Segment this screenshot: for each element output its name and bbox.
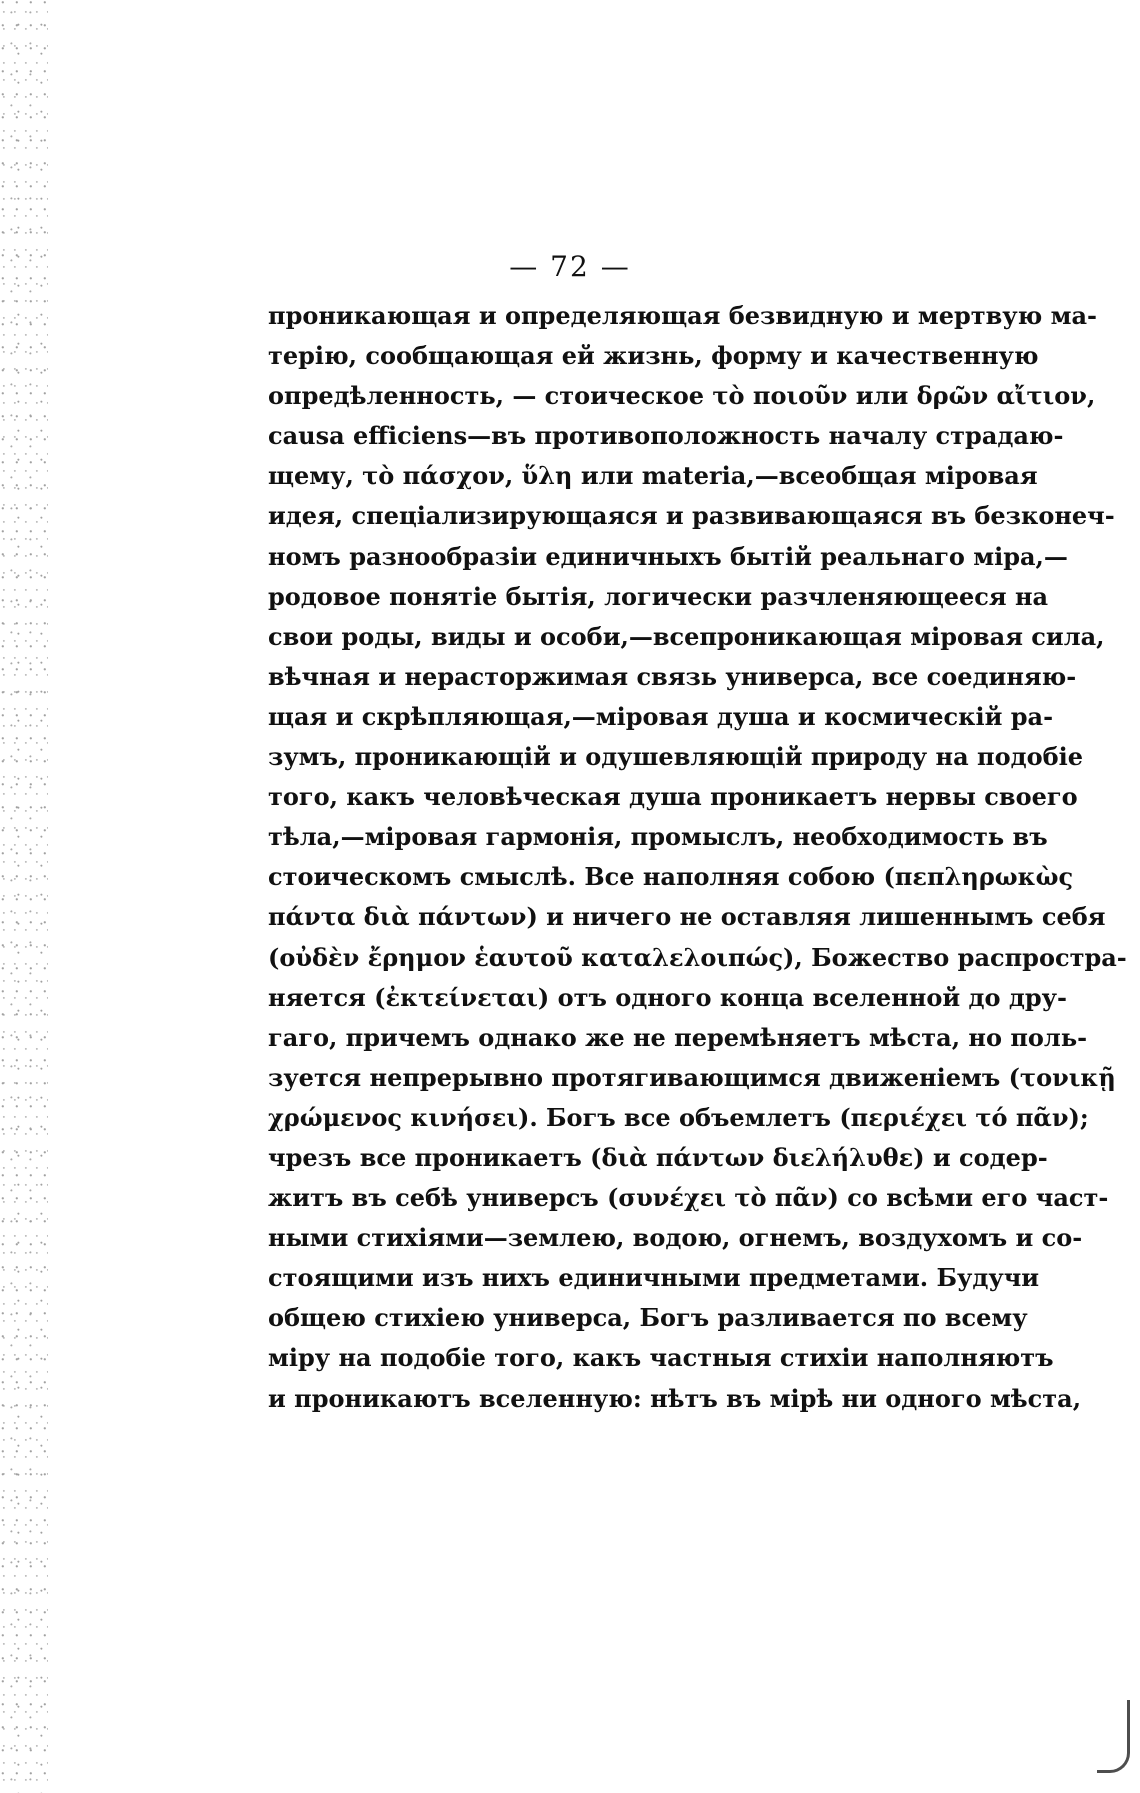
text-line: номъ разнообразіи единичныхъ бытій реальнаго міра,— bbox=[268, 541, 1068, 571]
text-line: causa efficiens—въ противоположность началу страдаю- bbox=[268, 421, 1064, 451]
text-line: πάντα διὰ πάντων) и ничего не оставляя лишеннымъ себя bbox=[268, 902, 1106, 932]
text-line: тѣла,—міровая гармонія, промыслъ, необходимость въ bbox=[268, 822, 1048, 852]
text-line: терію, сообщающая ей жизнь, форму и качественную bbox=[268, 341, 1039, 371]
text-line: (οὐδὲν ἔρημον ἑαυτοῦ καταλελοιπώς), Божество распростра- bbox=[268, 942, 1127, 972]
page-corner-mark bbox=[1097, 1700, 1130, 1773]
text-line: свои роды, виды и особи,—всепроникающая міровая сила, bbox=[268, 621, 1105, 651]
text-line: стоящими изъ нихъ единичными предметами. Будучи bbox=[268, 1263, 1040, 1293]
text-line: вѣчная и нерасторжимая связь универса, все соединяю- bbox=[268, 661, 1077, 691]
text-line: няется (ἐκτείνεται) отъ одного конца вселенной до дру- bbox=[268, 982, 1067, 1012]
text-line: и проникаютъ вселенную: нѣтъ въ мірѣ ни одного мѣста, bbox=[268, 1383, 1082, 1413]
text-line: общею стихіею универса, Богъ разливается по всему bbox=[268, 1303, 1028, 1333]
text-line: опредѣленность, — стоическое τὸ ποιοῦν или δρῶν αἴτιον, bbox=[268, 381, 1096, 411]
page-number: — 72 — bbox=[509, 250, 631, 283]
text-line: міру на подобіе того, какъ частныя стихіи наполняютъ bbox=[268, 1343, 1054, 1373]
text-line: χρώμενος κινήσει). Богъ все объемлетъ (περιέχει τό πᾶν); bbox=[268, 1102, 1089, 1132]
text-line: зуется непрерывно протягивающимся движеніемъ (τονικῇ bbox=[268, 1062, 1116, 1092]
text-line: щему, τὸ πάσχον, ὕλη или materia,—всеобщая міровая bbox=[268, 461, 1038, 491]
text-line: идея, спеціализирующаяся и развивающаяся въ безконеч- bbox=[268, 501, 1115, 531]
text-line: стоическомъ смыслѣ. Все наполняя собою (πεπληρωκὼς bbox=[268, 862, 1074, 892]
text-line: щая и скрѣпляющая,—міровая душа и космическій ра- bbox=[268, 701, 1054, 731]
text-line: родовое понятіе бытія, логически разчленяющееся на bbox=[268, 581, 1049, 611]
text-line: проникающая и определяющая безвидную и мертвую ма- bbox=[268, 301, 1097, 330]
body-text bbox=[268, 296, 1127, 1419]
text-line: гаго, причемъ однако же не перемѣняетъ мѣста, но поль- bbox=[268, 1022, 1088, 1052]
text-line: чрезъ все проникаетъ (διὰ πάντων διελήλυθε) и содер- bbox=[268, 1142, 1048, 1172]
text-line: ными стихіями—землею, водою, огнемъ, воздухомъ и со- bbox=[268, 1223, 1083, 1253]
text-line: житъ въ себѣ универсъ (συνέχει τὸ πᾶν) со всѣми его част- bbox=[268, 1183, 1109, 1213]
text-line: зумъ, проникающій и одушевляющій природу на подобіе bbox=[268, 742, 1083, 772]
text-line: того, какъ человѣческая душа проникаетъ нервы своего bbox=[268, 782, 1078, 812]
